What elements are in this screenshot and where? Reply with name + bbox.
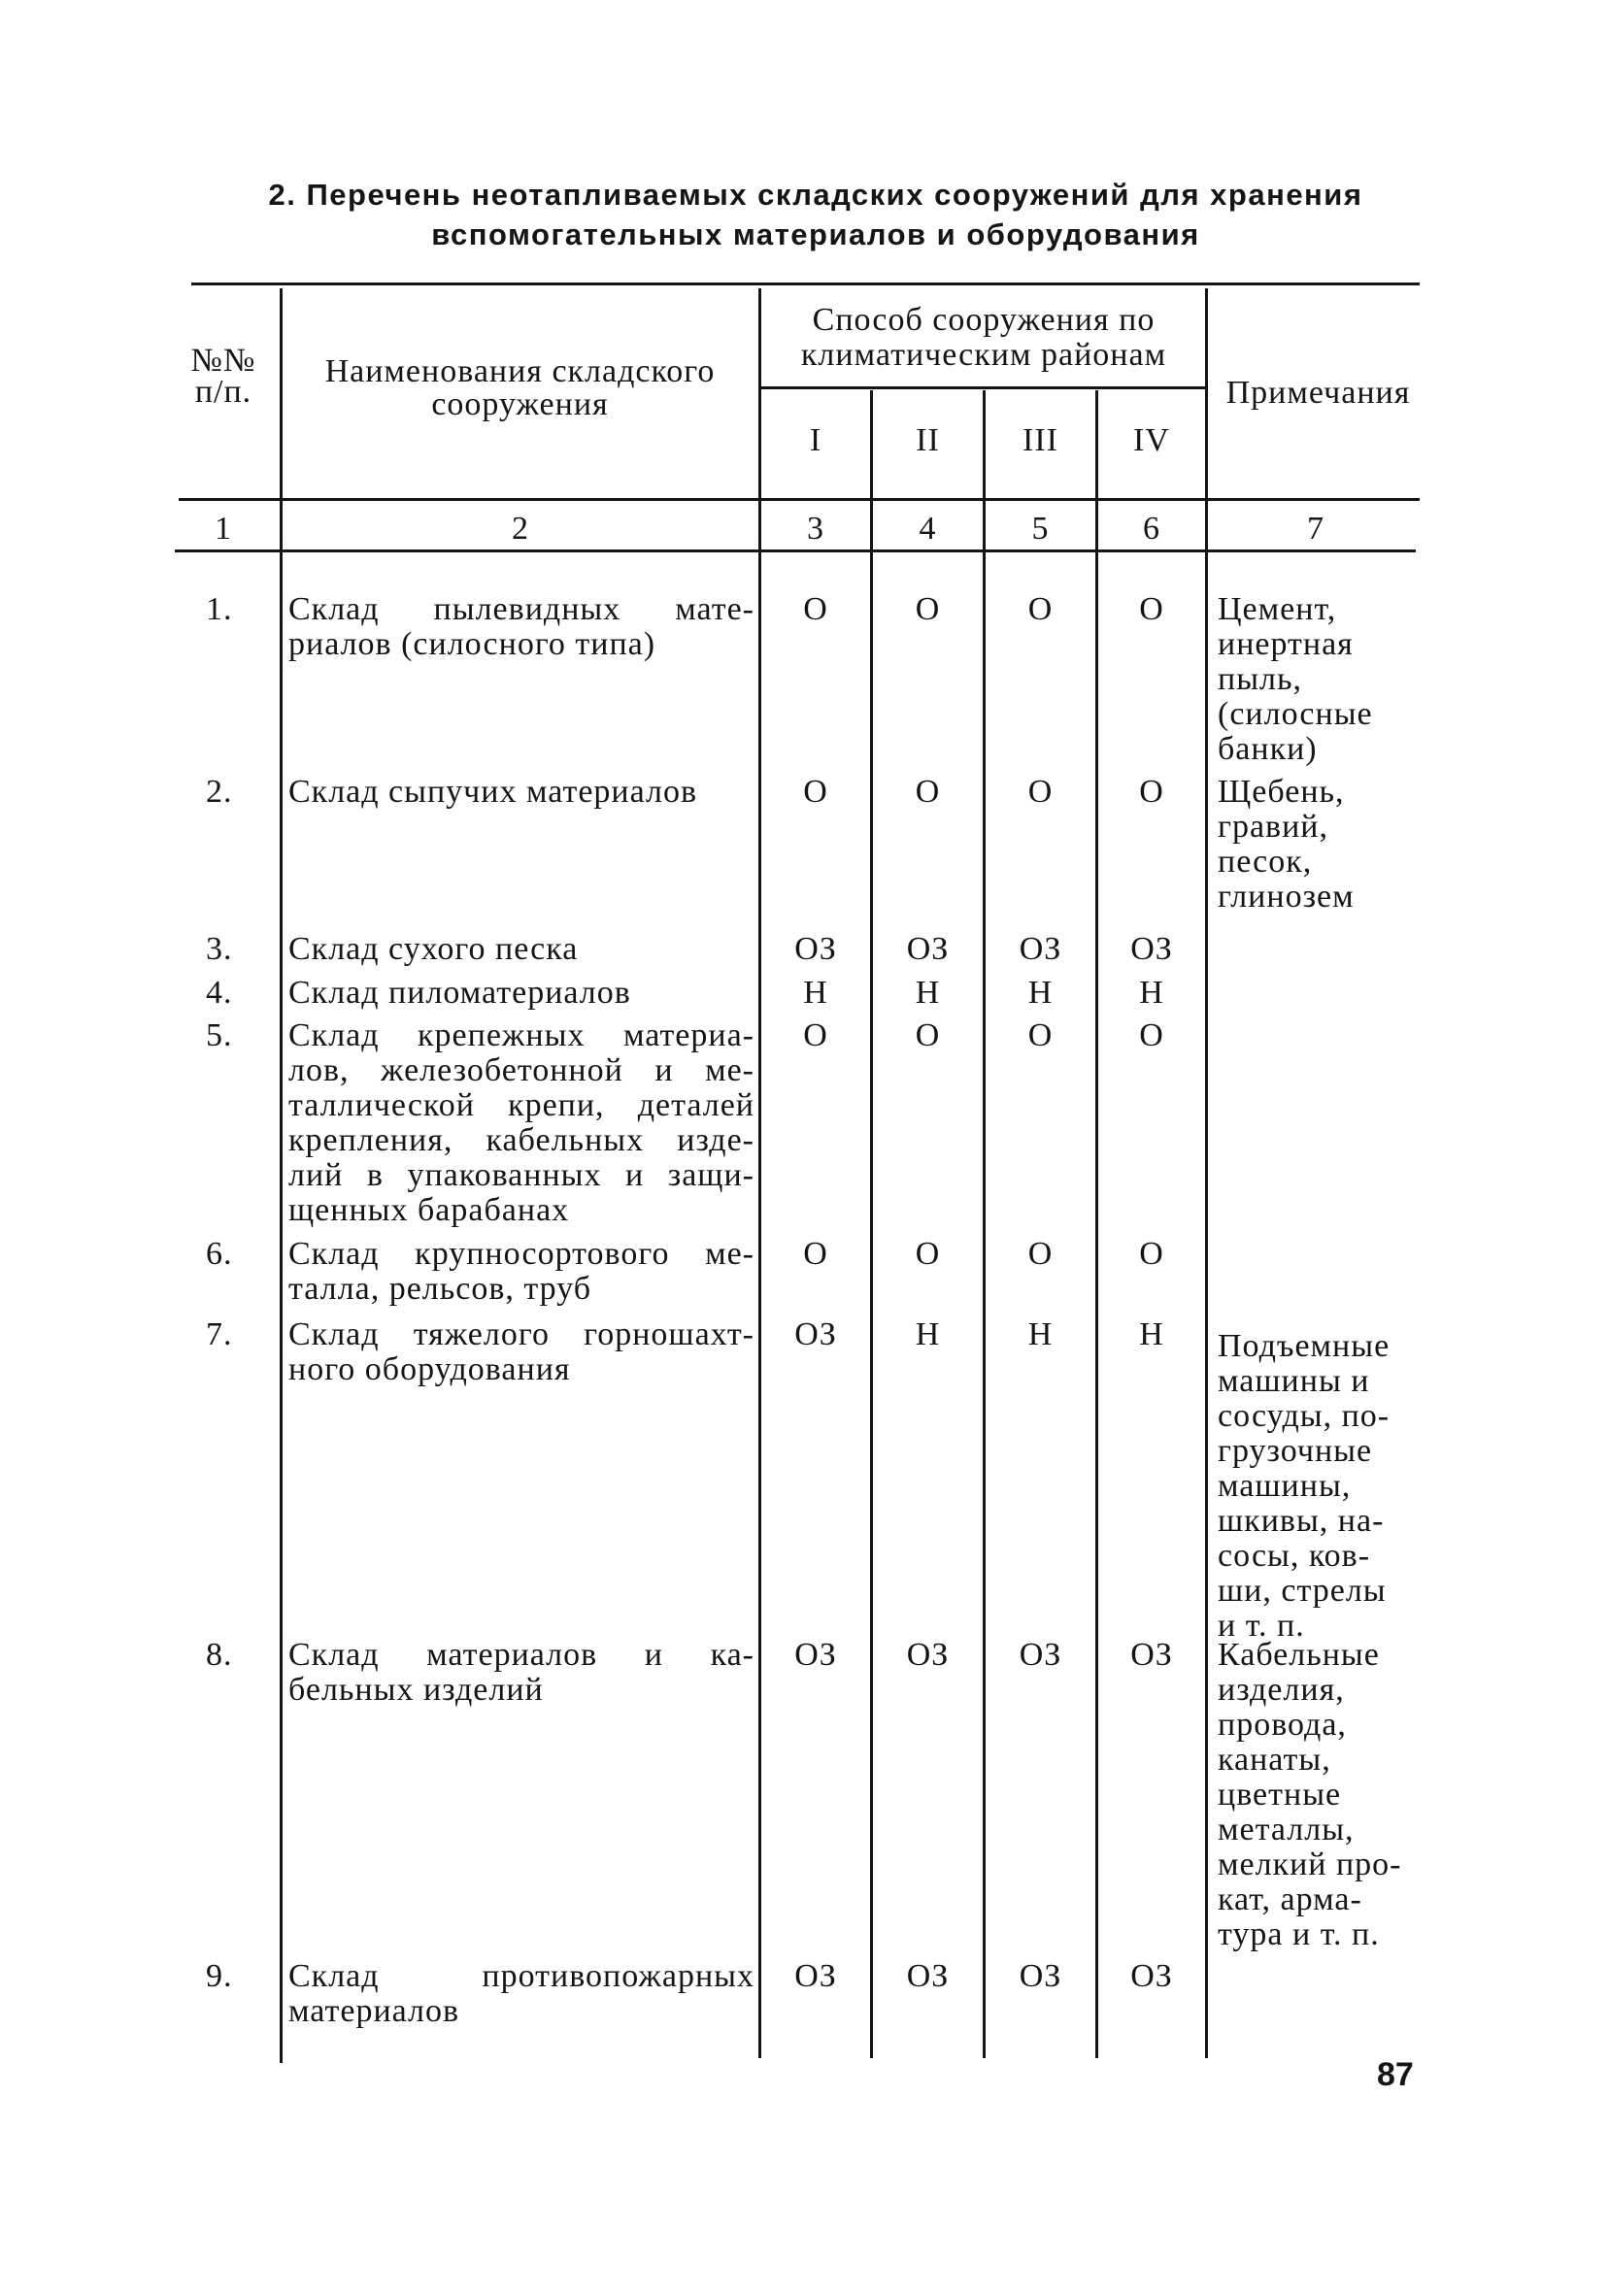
row-value-region-2: О bbox=[915, 591, 941, 627]
row-note-line: инертная bbox=[1218, 626, 1354, 662]
row-value-region-4: Н bbox=[1139, 975, 1164, 1011]
row-value-region-4: О bbox=[1139, 591, 1164, 627]
row-value-region-3: О bbox=[1027, 1017, 1054, 1053]
header-region-1: I bbox=[809, 422, 822, 458]
row-note-line: кат, арма- bbox=[1218, 1881, 1362, 1917]
row-number: 9. bbox=[206, 1958, 233, 1994]
row-value-region-2: ОЗ bbox=[906, 931, 950, 967]
header-region-3: III bbox=[1022, 422, 1058, 458]
row-value-region-1: ОЗ bbox=[794, 1316, 837, 1352]
row-value-region-1: ОЗ bbox=[794, 1637, 837, 1673]
row-value-region-1: О bbox=[803, 1236, 828, 1272]
region-subheader-rule bbox=[761, 386, 1205, 389]
row-number: 1. bbox=[206, 591, 233, 627]
row-value-region-4: О bbox=[1139, 774, 1164, 810]
header-method-line-1: Способ сооружения по bbox=[812, 302, 1156, 338]
row-value-region-2: ОЗ bbox=[906, 1637, 950, 1673]
column-divider-2 bbox=[758, 288, 761, 2058]
row-value-region-3: ОЗ bbox=[1019, 1637, 1062, 1673]
header-number-line-1: №№ bbox=[190, 343, 256, 379]
row-note-line: шкивы, на- bbox=[1218, 1503, 1385, 1539]
row-value-region-2: О bbox=[915, 1236, 941, 1272]
row-name-line: Склад сухого песка bbox=[288, 931, 579, 967]
row-value-region-1: О bbox=[803, 774, 828, 810]
row-value-region-3: О bbox=[1027, 591, 1054, 627]
header-region-2: II bbox=[916, 422, 940, 458]
row-note-line: банки) bbox=[1218, 731, 1318, 767]
header-notes: Примечания bbox=[1225, 375, 1411, 411]
row-name-line: Склад противопожарных bbox=[288, 1958, 754, 1994]
row-name-line: крепления, кабельных изде- bbox=[288, 1122, 754, 1158]
column-number-4: 4 bbox=[919, 511, 937, 547]
row-value-region-2: Н bbox=[915, 1316, 941, 1352]
row-note-line: песок, bbox=[1218, 844, 1313, 880]
row-name-line: талла, рельсов, труб bbox=[288, 1271, 592, 1307]
row-note-line: цветные bbox=[1218, 1777, 1342, 1813]
row-number: 3. bbox=[206, 931, 233, 967]
row-value-region-2: Н bbox=[915, 975, 941, 1011]
row-name-line: риалов (силосного типа) bbox=[288, 626, 656, 662]
table-top-rule bbox=[191, 283, 1420, 285]
title-line-2: вспомогательных материалов и оборудования bbox=[431, 217, 1200, 251]
row-note-line: и т. п. bbox=[1218, 1608, 1305, 1644]
row-note-line: сосуды, по- bbox=[1218, 1398, 1391, 1434]
row-value-region-3: Н bbox=[1027, 975, 1054, 1011]
column-number-2: 2 bbox=[512, 511, 529, 547]
column-divider-3 bbox=[870, 390, 873, 2058]
column-number-3: 3 bbox=[807, 511, 824, 547]
row-value-region-4: О bbox=[1139, 1017, 1164, 1053]
row-note-line: канаты, bbox=[1218, 1742, 1331, 1778]
row-value-region-3: О bbox=[1027, 774, 1054, 810]
row-note-line: сосы, ков- bbox=[1218, 1538, 1371, 1574]
row-note-line: тура и т. п. bbox=[1218, 1916, 1380, 1952]
header-region-4: IV bbox=[1133, 422, 1170, 458]
row-note-line: гравий, bbox=[1218, 809, 1328, 845]
document-title bbox=[233, 175, 1398, 254]
header-bottom-rule bbox=[179, 498, 1420, 501]
header-name bbox=[289, 355, 751, 421]
row-note-line: грузочные bbox=[1218, 1433, 1373, 1469]
row-note-line: провода, bbox=[1218, 1707, 1347, 1743]
row-value-region-4: Н bbox=[1139, 1316, 1164, 1352]
row-note-line: машины, bbox=[1218, 1468, 1352, 1504]
row-number: 8. bbox=[206, 1637, 233, 1673]
row-value-region-4: ОЗ bbox=[1130, 931, 1173, 967]
row-note-line: Щебень, bbox=[1218, 774, 1345, 810]
row-note-line: ши, стрелы bbox=[1218, 1573, 1387, 1609]
row-name-line: щенных барабанах bbox=[288, 1192, 570, 1228]
row-value-region-3: ОЗ bbox=[1019, 1958, 1062, 1994]
row-name-line: Склад пылевидных мате- bbox=[288, 591, 754, 627]
row-value-region-1: ОЗ bbox=[794, 931, 837, 967]
row-name-line: Склад сыпучих материалов bbox=[288, 774, 698, 810]
row-number: 6. bbox=[206, 1236, 233, 1272]
column-divider-5 bbox=[1095, 390, 1098, 2058]
row-value-region-3: Н bbox=[1027, 1316, 1054, 1352]
header-method-line-2: климатическим районам bbox=[800, 337, 1167, 373]
row-note-line: пыль, bbox=[1218, 661, 1303, 697]
header-name-line-1: Наименования складского bbox=[324, 353, 716, 389]
page-number: 87 bbox=[1377, 2056, 1414, 2093]
header-number bbox=[175, 343, 272, 410]
column-number-6: 6 bbox=[1143, 511, 1160, 547]
column-divider-4 bbox=[983, 390, 986, 2058]
row-name-line: лов, железобетонной и ме- bbox=[288, 1052, 754, 1088]
row-note-line: глинозем bbox=[1218, 879, 1355, 915]
row-value-region-1: ОЗ bbox=[794, 1958, 837, 1994]
row-number: 5. bbox=[206, 1017, 233, 1053]
row-note-line: Цемент, bbox=[1218, 591, 1337, 627]
row-note-line: Подъемные bbox=[1218, 1328, 1391, 1364]
header-name-line-2: сооружения bbox=[431, 386, 609, 422]
row-name-line: бельных изделий bbox=[288, 1672, 544, 1708]
row-name-line: Склад материалов и ка- bbox=[288, 1637, 754, 1673]
row-name-line: Склад пиломатериалов bbox=[288, 975, 631, 1011]
column-divider-1 bbox=[280, 288, 283, 2063]
column-number-5: 5 bbox=[1031, 511, 1050, 547]
header-number-line-2: п/п. bbox=[194, 374, 252, 410]
row-name-line: Склад крупносортового ме- bbox=[288, 1236, 754, 1272]
row-note-line: машины и bbox=[1218, 1363, 1370, 1399]
column-divider-6 bbox=[1205, 288, 1208, 2058]
row-note-line: мелкий про- bbox=[1218, 1847, 1402, 1882]
row-value-region-1: О bbox=[803, 591, 828, 627]
title-line-1: 2. Перечень неотапливаемых складских сооружений для хранения bbox=[268, 178, 1363, 212]
row-value-region-1: О bbox=[803, 1017, 828, 1053]
row-note-line: Кабельные bbox=[1218, 1637, 1380, 1673]
row-number: 7. bbox=[206, 1316, 233, 1352]
row-name-line: материалов bbox=[288, 1993, 460, 2029]
column-number-1: 1 bbox=[215, 511, 232, 547]
row-note-line: изделия, bbox=[1218, 1672, 1345, 1708]
row-value-region-2: О bbox=[915, 1017, 941, 1053]
header-method bbox=[767, 303, 1200, 373]
row-value-region-1: Н bbox=[803, 975, 828, 1011]
row-name-line: таллической крепи, деталей bbox=[288, 1087, 754, 1123]
column-number-bottom-rule bbox=[175, 549, 1416, 552]
row-value-region-2: ОЗ bbox=[906, 1958, 950, 1994]
row-value-region-3: ОЗ bbox=[1019, 931, 1062, 967]
row-value-region-4: О bbox=[1139, 1236, 1164, 1272]
row-name-line: Склад тяжелого горношахт- bbox=[288, 1316, 754, 1352]
row-name-line: ного оборудования bbox=[288, 1351, 571, 1387]
row-number: 2. bbox=[206, 774, 233, 810]
row-value-region-4: ОЗ bbox=[1130, 1958, 1173, 1994]
row-value-region-4: ОЗ bbox=[1130, 1637, 1173, 1673]
row-note-line: (силосные bbox=[1218, 696, 1373, 732]
column-number-7: 7 bbox=[1307, 511, 1324, 547]
row-name-line: лий в упакованных и защи- bbox=[288, 1157, 754, 1193]
row-name-line: Склад крепежных материа- bbox=[288, 1017, 754, 1053]
row-value-region-2: О bbox=[915, 774, 941, 810]
row-note-line: металлы, bbox=[1218, 1812, 1355, 1847]
row-value-region-3: О bbox=[1027, 1236, 1054, 1272]
row-number: 4. bbox=[206, 975, 233, 1011]
